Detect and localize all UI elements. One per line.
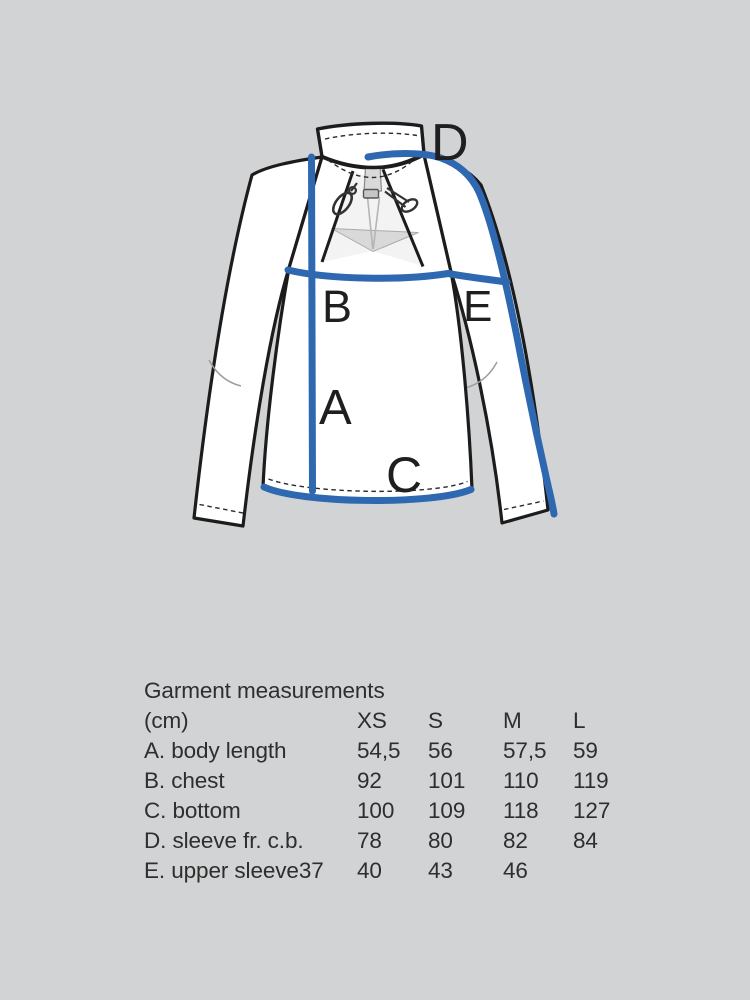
row-label: C. bottom: [144, 798, 241, 823]
table-row-body-length: [144, 736, 664, 766]
col-header-l: L: [573, 708, 586, 733]
cell-value: 57,5: [503, 738, 547, 763]
table-header-row: [144, 706, 664, 736]
cell-value: 127: [573, 798, 611, 823]
cell-value: 82: [503, 828, 528, 853]
col-header-s: S: [428, 708, 443, 733]
measurement-letter-e: E: [463, 282, 493, 331]
row-label: A. body length: [144, 738, 287, 763]
cell-value: [573, 856, 633, 886]
col-header-xs: XS: [357, 708, 387, 733]
cell-value: 80: [428, 828, 453, 853]
col-header-m: M: [503, 708, 522, 733]
measurement-letter-c: C: [386, 447, 423, 503]
row-label-text: E. upper sleeve: [144, 858, 299, 883]
cell-value: 46: [503, 858, 528, 883]
cell-value: 40: [357, 858, 382, 883]
cell-value: 101: [428, 768, 466, 793]
measurement-letter-a: A: [319, 381, 352, 435]
cell-value: 54,5: [357, 738, 401, 763]
table-row-upper-sleeve: [144, 856, 664, 886]
measurement-letter-d: D: [431, 114, 469, 172]
row-label: B. chest: [144, 768, 225, 793]
table-row-bottom: [144, 796, 664, 826]
table-row-chest: [144, 766, 664, 796]
measurements-table: [144, 676, 664, 886]
table-row-sleeve: [144, 826, 664, 856]
cell-value: 84: [573, 828, 598, 853]
cell-value: 118: [503, 798, 539, 823]
zipper-slider: [364, 190, 379, 199]
measurement-line-a: [312, 157, 313, 491]
cell-value: 119: [573, 768, 609, 793]
row-label: [144, 856, 357, 886]
cell-value: 92: [357, 768, 382, 793]
cell-value: 56: [428, 738, 453, 763]
cell-value: 59: [573, 738, 598, 763]
table-title: Garment measurements: [144, 678, 385, 703]
cell-value: 100: [357, 798, 395, 823]
cell-value: 110: [503, 768, 539, 793]
unit-label: (cm): [144, 708, 189, 733]
cell-value: 43: [428, 858, 453, 883]
row-label: D. sleeve fr. c.b.: [144, 828, 304, 853]
row-label-adjacent-value: 37: [298, 858, 324, 883]
cell-value: 109: [428, 798, 466, 823]
measurement-letter-b: B: [322, 281, 353, 332]
cell-value: 78: [357, 828, 382, 853]
